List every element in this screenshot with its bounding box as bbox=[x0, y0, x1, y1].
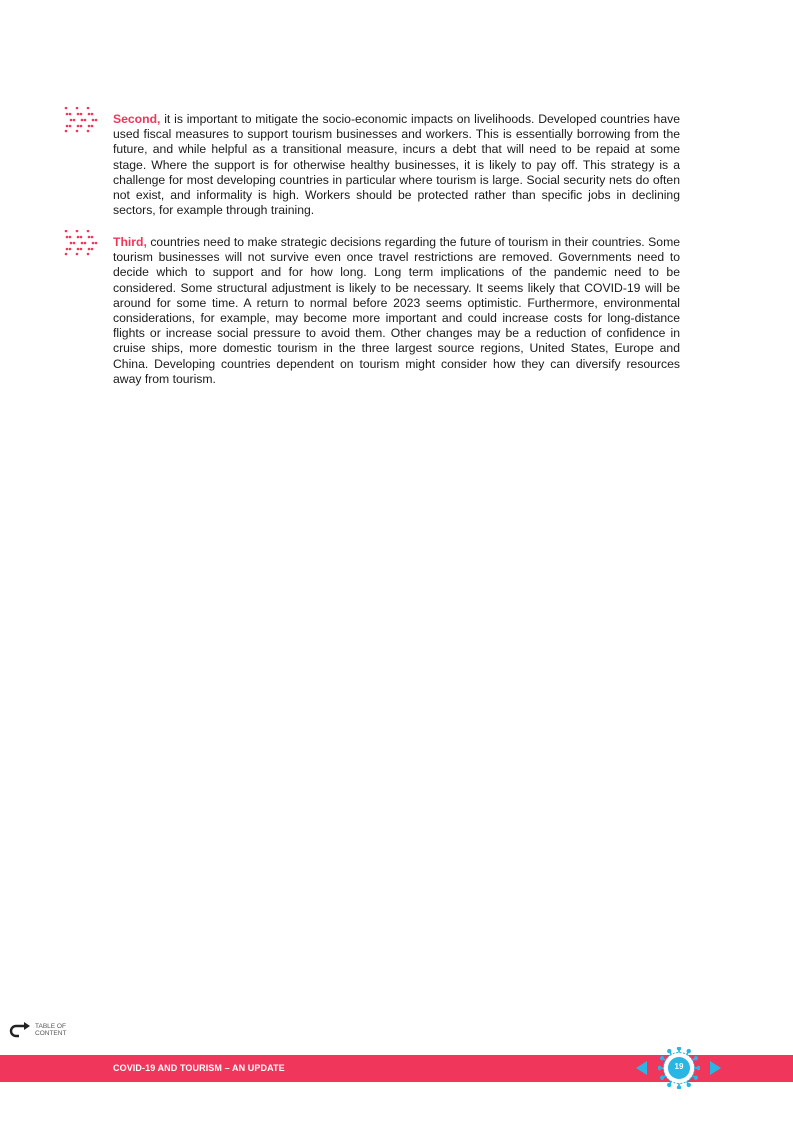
bullet-dot bbox=[81, 119, 84, 122]
bullet-dot bbox=[66, 125, 69, 128]
bullet-dot bbox=[91, 125, 94, 128]
chevron-bullet-icon bbox=[64, 107, 100, 133]
bullet-dot bbox=[81, 242, 84, 245]
bullet-dot bbox=[91, 236, 94, 239]
badge-spike-tip bbox=[658, 1067, 661, 1070]
bullet-dot bbox=[88, 236, 91, 239]
bullet-dot bbox=[80, 125, 83, 128]
bullet-dot bbox=[76, 107, 79, 109]
return-arrow-icon bbox=[9, 1022, 31, 1038]
bullet-dot bbox=[65, 130, 68, 133]
table-of-content-link[interactable] bbox=[9, 1022, 69, 1038]
badge-spike-tip bbox=[661, 1076, 664, 1079]
bullet-dot bbox=[95, 242, 98, 245]
paragraph-lead: Second, bbox=[113, 112, 161, 126]
footer-title: COVID-19 AND TOURISM – AN UPDATE bbox=[113, 1063, 285, 1073]
bullet-dot bbox=[91, 113, 94, 116]
table-of-content-label: TABLE OF CONTENT bbox=[35, 1023, 67, 1037]
bullet-dot bbox=[65, 107, 68, 109]
bullet-dot bbox=[73, 242, 76, 245]
bullet-dot bbox=[88, 125, 91, 128]
paragraph-second bbox=[113, 112, 680, 218]
badge-spike-tip bbox=[687, 1050, 690, 1053]
badge-spike-tip bbox=[697, 1067, 700, 1070]
bullet-dot bbox=[92, 242, 95, 245]
bullet-dot bbox=[69, 248, 72, 251]
bullet-dot bbox=[77, 113, 80, 116]
bullet-dot bbox=[76, 253, 79, 256]
bullet-dot bbox=[66, 113, 69, 116]
bullet-dot bbox=[65, 253, 68, 256]
bullet-dot bbox=[92, 119, 95, 122]
badge-spike-tip bbox=[668, 1050, 671, 1053]
badge-spike-tip bbox=[668, 1083, 671, 1086]
paragraph-body: countries need to make strategic decisions regarding the future of tourism in their countries. Some tourism businesses will not survive even once travel restrictions are removed. Governments need to decide which to support and for how long. Long term implications of the pandemic need to be considered. Some structural adjustment is likely to be necessary. It seems likely that COVID-19 will be around for some time. A return to normal before 2023 seems optimistic. Furthermore, environmental considerations, for example, may become more important and could increase costs for long-distance flights or increase social pressure to avoid them. Other changes may be a reduction of confidence in cruise ships, more domestic tourism in the three largest source regions, United States, Europe and China. Developing countries dependent on tourism might consider how they can diversify resources away from tourism. bbox=[113, 235, 680, 386]
paragraph-body: it is important to mitigate the socio-economic impacts on livelihoods. Developed countries have used fiscal measures to support tourism businesses and workers. This is essentially borrowing from the future, and while helpful as a transitional measure, incurs a debt that will need to be repaid at some stage. Where the support is for otherwise healthy businesses, it is likely to pay off. This strategy is a challenge for most developing countries in particular where tourism is large. Social security nets do often not exist, and informality is high. Workers should be protected rather than specific jobs in declining sectors, for example through training. bbox=[113, 112, 680, 218]
bullet-dot bbox=[70, 119, 73, 122]
bullet-dot bbox=[73, 119, 76, 122]
bullet-dot bbox=[80, 248, 83, 251]
bullet-dot bbox=[87, 230, 90, 232]
page-number: 19 bbox=[674, 1062, 684, 1071]
badge-spike-tip bbox=[661, 1057, 664, 1060]
bullet-dot bbox=[80, 113, 83, 116]
bullet-dot bbox=[77, 125, 80, 128]
chevron-bullet-icon bbox=[64, 230, 100, 256]
paragraph-third bbox=[113, 235, 680, 387]
bullet-dot bbox=[66, 248, 69, 251]
badge-spike-tip bbox=[678, 1047, 681, 1050]
bullet-dot bbox=[77, 236, 80, 239]
bullet-dot bbox=[69, 236, 72, 239]
bullet-dot bbox=[77, 248, 80, 251]
bullet-dot bbox=[88, 248, 91, 251]
bullet-dot bbox=[87, 253, 90, 256]
paragraph-lead: Third, bbox=[113, 235, 147, 249]
bullet-dot bbox=[87, 130, 90, 133]
bullet-dot bbox=[84, 242, 87, 245]
bullet-dot bbox=[69, 125, 72, 128]
bullet-dot bbox=[95, 119, 98, 122]
bullet-dot bbox=[66, 236, 69, 239]
badge-spike-tip bbox=[694, 1076, 697, 1079]
previous-page-button[interactable] bbox=[635, 1060, 648, 1076]
bullet-dot bbox=[87, 107, 90, 109]
badge-spike-tip bbox=[678, 1086, 681, 1089]
bullet-dot bbox=[76, 230, 79, 232]
bullet-dot bbox=[91, 248, 94, 251]
bullet-dot bbox=[69, 113, 72, 116]
triangle-left-icon bbox=[636, 1061, 647, 1075]
bullet-dot bbox=[84, 119, 87, 122]
triangle-right-icon bbox=[710, 1061, 721, 1075]
bullet-dot bbox=[76, 130, 79, 133]
bullet-dot bbox=[80, 236, 83, 239]
badge-spike-tip bbox=[694, 1057, 697, 1060]
bullet-dot bbox=[88, 113, 91, 116]
bullet-dot bbox=[65, 230, 68, 232]
badge-spike-tip bbox=[687, 1083, 690, 1086]
next-page-button[interactable] bbox=[709, 1060, 722, 1076]
bullet-dot bbox=[70, 242, 73, 245]
